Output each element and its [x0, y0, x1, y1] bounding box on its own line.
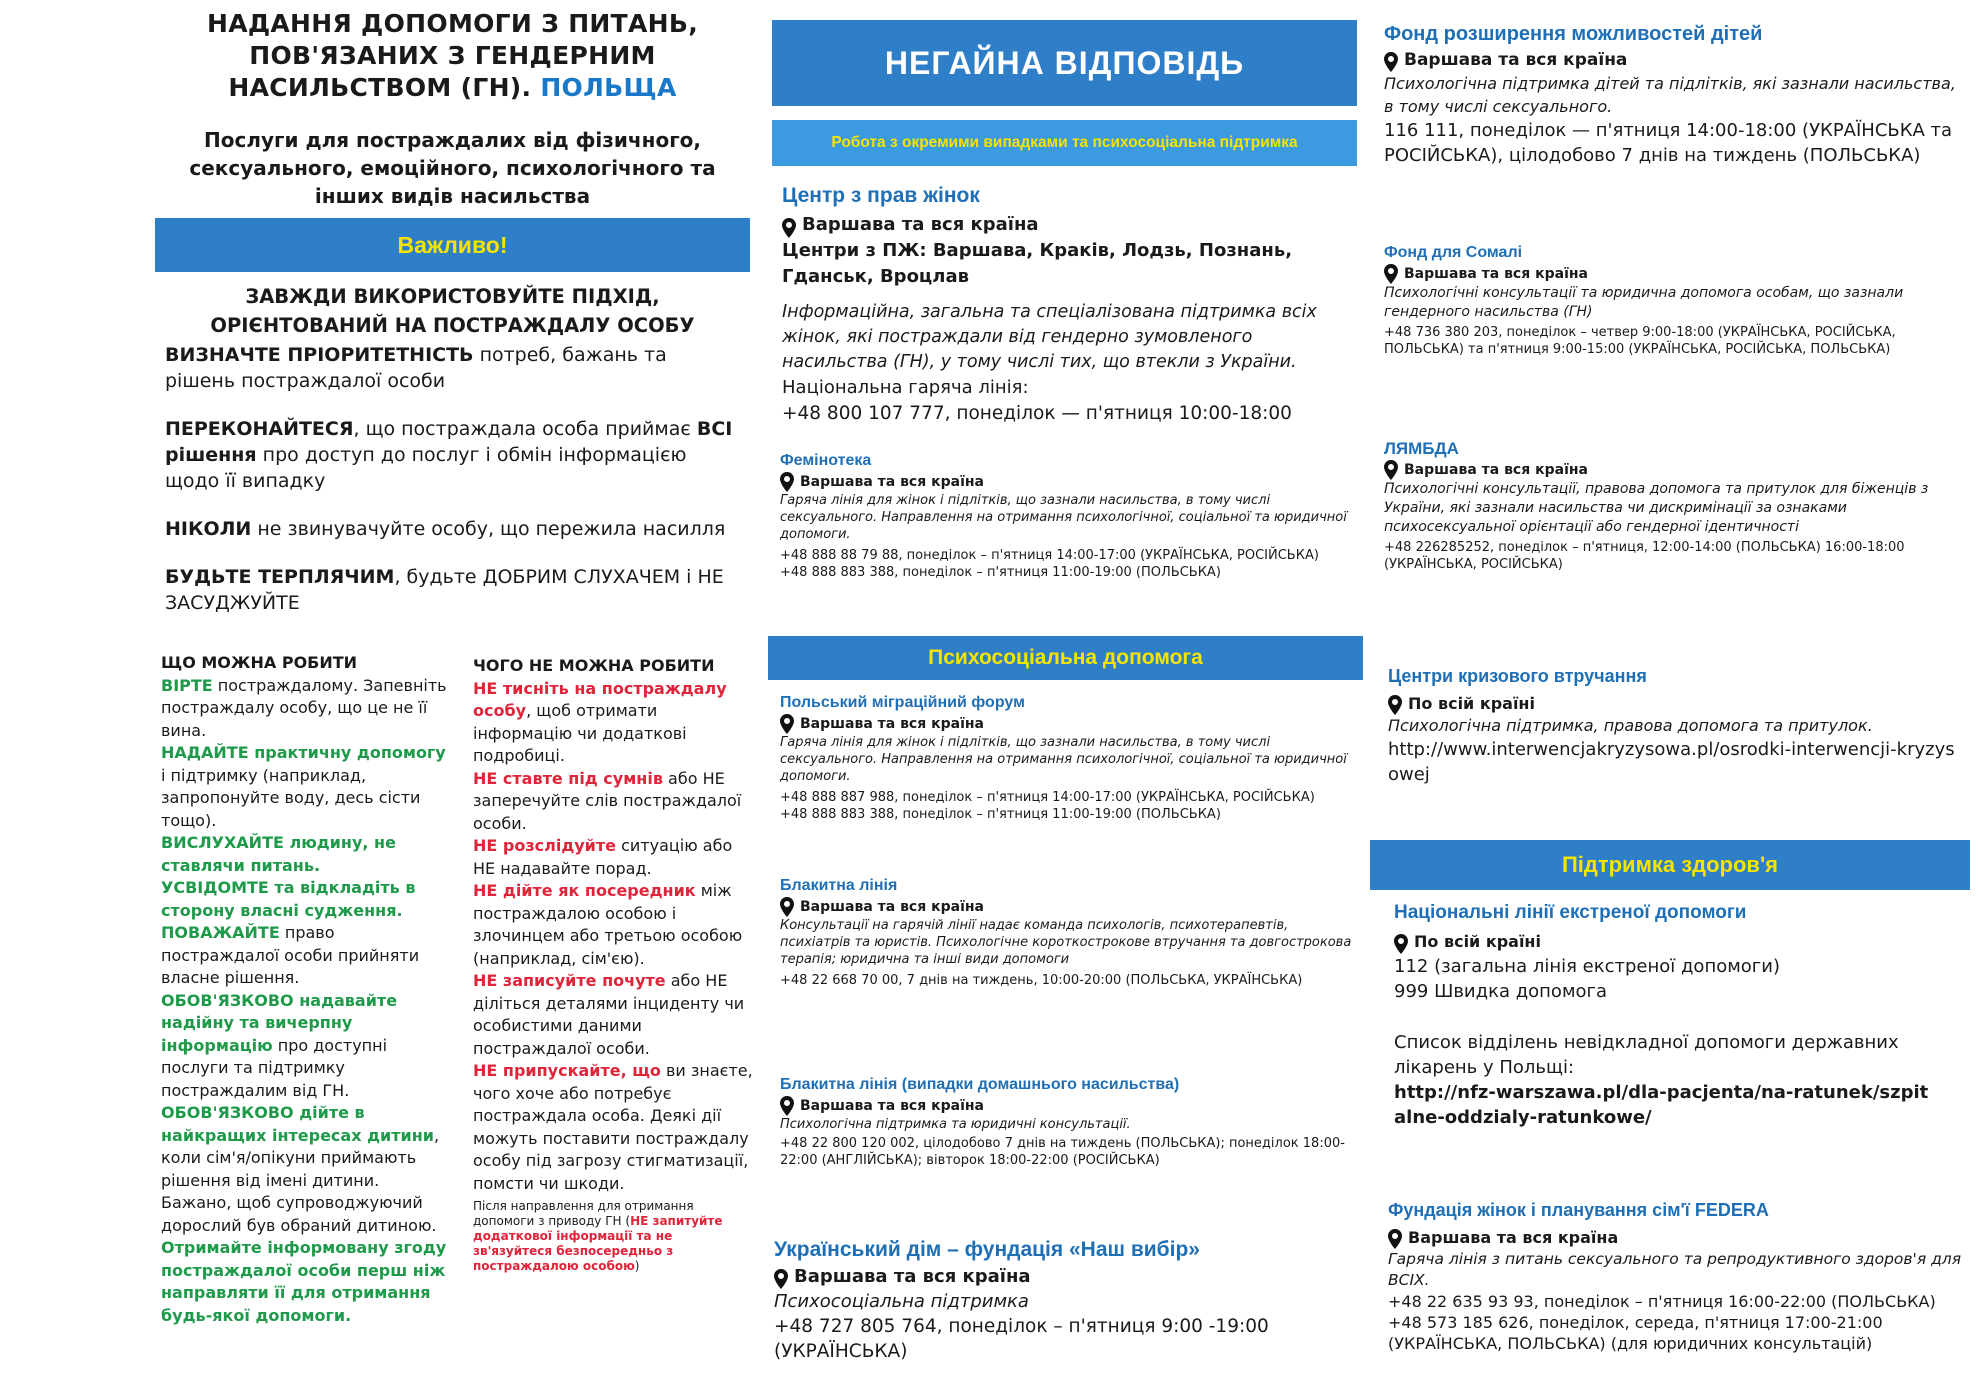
- location-pin-icon: [780, 1096, 794, 1116]
- org-name: Блакитна лінія: [780, 877, 898, 894]
- org-location: Варшава та вся країна: [1384, 264, 1962, 284]
- do-listen: ВИСЛУХАЙТЕ людину, не ставлячи питань.: [161, 833, 396, 875]
- do-aware: УСВІДОМТЕ та відкладіть в сторону власні судження.: [161, 878, 416, 920]
- title-line-2: ПОВ'ЯЗАНИХ З ГЕНДЕРНИМ: [249, 41, 656, 70]
- org-name: Український дім – фундація «Наш вибір»: [774, 1238, 1200, 1261]
- org-hotline-label: Національна гаряча лінія:: [782, 377, 1029, 398]
- org-name: Блакитна лінія (випадки домашнього насильства): [780, 1076, 1180, 1093]
- org-somalia-foundation: [1372, 242, 1962, 358]
- psychosocial-header: Психосоціальна допомога: [768, 636, 1363, 680]
- emergency-line-999: 999 Швидка допомога: [1394, 981, 1608, 1002]
- org-location: Варшава та вся країна: [774, 1264, 1357, 1289]
- important-block: [155, 282, 750, 616]
- location-pin-icon: [1384, 264, 1398, 284]
- crisis-centers-link[interactable]: http://www.interwencjakryzysowa.pl/osrodki-interwencji-kryzysowej: [1388, 739, 1955, 785]
- emergency-line-112: 112 (загальна лінія екстреної допомоги): [1394, 956, 1780, 977]
- title-line-1: НАДАННЯ ДОПОМОГИ З ПИТАНЬ,: [206, 9, 699, 38]
- org-name: Фонд розширення можливостей дітей: [1384, 23, 1763, 45]
- org-centers: Центри з ПЖ: Варшава, Краків, Лодзь, Познань, Гданськ, Вроцлав: [782, 240, 1293, 287]
- org-blue-line-domestic: [772, 1074, 1357, 1169]
- org-description: Психологічні консультації та юридична допомога особам, що зазнали гендерного насильства (ГН): [1384, 285, 1904, 320]
- org-description: Психологічні консультації, правова допомога та притулок для біженців з України, які зазнали насильства чи дискримінації за ознаками психосексуальної орієнтації або гендерної ідентичності: [1384, 481, 1929, 535]
- org-crisis-centers: [1372, 664, 1962, 787]
- org-name: ЛЯМБДА: [1384, 439, 1459, 458]
- org-name: Центр з прав жінок: [782, 184, 980, 207]
- location-pin-icon: [780, 714, 794, 734]
- org-description: Психосоціальна підтримка: [774, 1291, 1029, 1312]
- immediate-response-header: НЕГАЙНА ВІДПОВІДЬ: [772, 20, 1357, 106]
- location-pin-icon: [780, 472, 794, 492]
- org-name: Національні лінії екстреної допомоги: [1394, 902, 1747, 923]
- location-pin-icon: [1394, 934, 1408, 954]
- location-pin-icon: [780, 897, 794, 917]
- org-phone-1: +48 22 800 120 002, цілодобово 7 днів на тиждень (ПОЛЬСЬКА); понеділок 18:00-22:00 (АНГЛІЙСЬКА); вівторок 18:00-22:00 (РОСІЙСЬКА): [780, 1136, 1345, 1168]
- org-name: Центри кризового втручання: [1388, 666, 1647, 686]
- ensure-text: ПЕРЕКОНАЙТЕСЯ, що постраждала особа приймає ВСІ рішення про доступ до послуг і обмін інформацією щодо її випадку: [165, 418, 733, 492]
- main-title: [155, 8, 750, 104]
- org-phone-1: +48 727 805 764, понеділок – п'ятниця 9:00 -19:00 (УКРАЇНСЬКА): [774, 1316, 1269, 1362]
- org-location: Варшава та вся країна: [780, 1096, 1357, 1116]
- org-location: Варшава та вся країна: [1384, 48, 1962, 72]
- org-description: Консультації на гарячій лінії надає команда психологів, психотерапевтів, психіатрів та юристів. Психологічне короткострокове втручання та довгострокова терапія; юридична та інші види допомоги: [780, 918, 1352, 967]
- org-name: Польський міграційний форум: [780, 694, 1025, 711]
- priority-text: ВИЗНАЧТЕ ПРІОРИТЕТНІСТЬ потреб, бажань та рішень постраждалої особи: [165, 344, 667, 392]
- org-location: Варшава та вся країна: [780, 472, 1357, 492]
- org-phone-1: +48 226285252, понеділок – п'ятниця, 12:00-14:00 (ПОЛЬСЬКА) 16:00-18:00 (УКРАЇНСЬКА, РОСІЙСЬКА): [1384, 540, 1905, 572]
- title-country: ПОЛЬЩА: [540, 73, 677, 102]
- org-description: Психологічна підтримка та юридичні консультації.: [780, 1117, 1131, 1132]
- do-believe: ВІРТЕ постраждалому. Запевніть постраждалу особу, що це не її вина.: [161, 675, 447, 740]
- dont-investigate: НЕ розслідуйте ситуацію або НЕ надавайте порад.: [473, 836, 733, 878]
- hospital-list-link[interactable]: http://nfz-warszawa.pl/dla-pacjenta/na-ratunek/szpitalne-oddzialy-ratunkowe/: [1394, 1082, 1929, 1128]
- dont-list: [473, 655, 753, 1274]
- org-location: Варшава та вся країна: [1388, 1226, 1962, 1249]
- org-location: Варшава та вся країна: [780, 897, 1357, 917]
- location-pin-icon: [782, 218, 796, 238]
- title-line-3: НАСИЛЬСТВОМ (ГН). ПОЛЬЩА: [228, 73, 677, 102]
- org-location: Варшава та вся країна: [780, 714, 1357, 734]
- org-phone-1: 116 111, понеділок — п'ятниця 14:00-18:00 (УКРАЇНСЬКА та РОСІЙСЬКА), цілодобово 7 днів на тиждень (ПОЛЬСЬКА): [1384, 120, 1953, 166]
- location-pin-icon: [774, 1269, 788, 1289]
- never-text: НІКОЛИ не звинувачуйте особу, що пережила насилля: [165, 518, 726, 540]
- org-location: По всій країні: [1394, 930, 1962, 954]
- org-womens-rights-center: [772, 182, 1357, 428]
- org-phone-1: +48 736 380 203, понеділок – четвер 9:00-18:00 (УКРАЇНСЬКА, РОСІЙСЬКА, ПОЛЬСЬКА) та п'ятниця 9:00-15:00 (УКРАЇНСЬКА, РОСІЙСЬКА, ПОЛЬСЬКА): [1384, 325, 1896, 357]
- org-description: Інформаційна, загальна та спеціалізована підтримка всіх жінок, які постраждали від гендерно зумовленого насильства (ГН), у тому числі тих, що втекли з України.: [782, 302, 1317, 372]
- org-hotline-number: +48 800 107 777, понеділок — п'ятниця 10:00-18:00: [782, 403, 1292, 424]
- org-name: Фемінотека: [780, 452, 872, 469]
- dont-assume: НЕ припускайте, що ви знаєте, чого хоче або потребує постраждала особа. Деякі дії можуть поставити постраждалу особу під загрозу стигматизації, помсти чи шкоди.: [473, 1061, 753, 1193]
- dont-push: НЕ тисніть на постраждалу особу, щоб отримати інформацію чи додаткові подробиці.: [473, 678, 727, 765]
- org-federa: [1372, 1198, 1962, 1354]
- dont-record: НЕ записуйте почуте або НЕ діліться деталями інциденту чи особистими даними постраждалої особи.: [473, 971, 745, 1058]
- org-emergency-lines: [1372, 900, 1962, 1130]
- org-blue-line: [772, 875, 1357, 989]
- org-location: По всій країні: [1388, 692, 1962, 715]
- org-description: Гаряча лінія для жінок і підлітків, що зазнали насильства, в тому числі сексуального. Направлення на отримання психологічної, соціальної та юридичної допомоги.: [780, 493, 1347, 542]
- health-support-header: Підтримка здоров'я: [1370, 840, 1970, 890]
- do-consent: Отримайте інформовану згоду постраждалої особи перш ніж направляти її для отримання будь-якої допомоги.: [161, 1238, 447, 1325]
- org-phone-2: +48 573 185 626, понеділок, середа, п'ятниця 17:00-21:00 (УКРАЇНСЬКА, ПОЛЬСЬКА) (для юридичних консультацій): [1388, 1313, 1883, 1353]
- org-name: Фонд для Сомалі: [1384, 244, 1523, 261]
- org-description: Гаряча лінія для жінок і підлітків, що зазнали насильства, в тому числі сексуального. Направлення на отримання психологічної, соціальної та юридичної допомоги.: [780, 735, 1347, 784]
- org-description: Психологічна підтримка дітей та підлітків, які зазнали насильства, в тому числі сексуального.: [1384, 74, 1956, 116]
- do-inform: ОБОВ'ЯЗКОВО надавайте надійну та вичерпну інформацію про доступні послуги та підтримку постраждалим від ГН.: [161, 990, 398, 1100]
- org-feminoteka: [772, 450, 1357, 581]
- org-phone-2: +48 888 883 388, понеділок – п'ятниця 11:00-19:00 (ПОЛЬСЬКА): [780, 565, 1221, 580]
- org-phone-1: +48 22 635 93 93, понеділок – п'ятниця 16:00-22:00 (ПОЛЬСЬКА): [1388, 1292, 1936, 1311]
- location-pin-icon: [1388, 695, 1402, 715]
- subtitle: Послуги для постраждалих від фізичного, сексуального, емоційного, психологічного та інших видів насильства: [189, 128, 716, 208]
- org-child-empowerment: [1372, 20, 1962, 168]
- hospital-list-text: Список відділень невідкладної допомоги державних лікарень у Польщі:: [1394, 1032, 1899, 1078]
- do-child: ОБОВ'ЯЗКОВО дійте в найкращих інтересах дитини, коли сім'я/опікуни приймають рішення від імені дитини. Бажано, щоб супроводжуючий дорослий був обраний дитиною.: [161, 1103, 440, 1235]
- dont-doubt: НЕ ставте під сумнів або НЕ заперечуйте слів постраждалої особи.: [473, 768, 742, 833]
- patient-text: БУДЬТЕ ТЕРПЛЯЧИМ, будьте ДОБРИМ СЛУХАЧЕМ і НЕ ЗАСУДЖУЙТЕ: [165, 566, 724, 614]
- dont-heading: ЧОГО НЕ МОЖНА РОБИТИ: [473, 656, 715, 675]
- org-phone-2: +48 888 883 388, понеділок – п'ятниця 11:00-19:00 (ПОЛЬСЬКА): [780, 807, 1221, 822]
- org-phone-1: +48 22 668 70 00, 7 днів на тиждень, 10:00-20:00 (ПОЛЬСЬКА, УКРАЇНСЬКА): [780, 973, 1303, 988]
- org-location: Варшава та вся країна: [1384, 460, 1962, 480]
- org-ukrainian-house: [772, 1236, 1357, 1364]
- do-help: НАДАЙТЕ практичну допомогу і підтримку (наприклад, запропонуйте воду, десь сісти тощо).: [161, 743, 446, 830]
- org-description: Гаряча лінія з питань сексуального та репродуктивного здоров'я для ВСІХ.: [1388, 1250, 1962, 1289]
- location-pin-icon: [1384, 460, 1398, 480]
- location-pin-icon: [1388, 1229, 1402, 1249]
- important-header: Важливо!: [155, 218, 750, 272]
- do-heading: ЩО МОЖНА РОБИТИ: [161, 653, 358, 672]
- org-polish-migration-forum: [772, 692, 1357, 823]
- org-name: Фундація жінок і планування сім'ї FEDERA: [1388, 1200, 1769, 1220]
- org-phone-1: +48 888 887 988, понеділок – п'ятниця 14:00-17:00 (УКРАЇНСЬКА, РОСІЙСЬКА): [780, 790, 1315, 805]
- do-list: [161, 652, 451, 1327]
- always-heading: ЗАВЖДИ ВИКОРИСТОВУЙТЕ ПІДХІД, ОРІЄНТОВАНИЙ НА ПОСТРАЖДАЛУ ОСОБУ: [210, 285, 695, 337]
- org-lambda: [1372, 438, 1962, 573]
- dont-mediate: НЕ дійте як посередник між постраждалою особою і злочинцем або третьою особою (наприклад, сім'єю).: [473, 881, 743, 968]
- case-management-subheader: Робота з окремими випадками та психосоціальна підтримка: [772, 120, 1357, 166]
- org-description: Психологічна підтримка, правова допомога та притулок.: [1388, 716, 1873, 735]
- location-pin-icon: [1384, 52, 1398, 72]
- org-phone-1: +48 888 88 79 88, понеділок – п'ятниця 14:00-17:00 (УКРАЇНСЬКА, РОСІЙСЬКА): [780, 548, 1319, 563]
- do-respect: ПОВАЖАЙТЕ право постраждалої особи прийняти власне рішення.: [161, 923, 420, 987]
- after-referral-note: Після направлення для отримання допомоги з приводу ГН (НЕ запитуйте додаткової інформації та не зв'язуйтеся безпосередньо з постраждалою особою): [473, 1199, 723, 1273]
- org-location: Варшава та вся країна: [782, 212, 1357, 238]
